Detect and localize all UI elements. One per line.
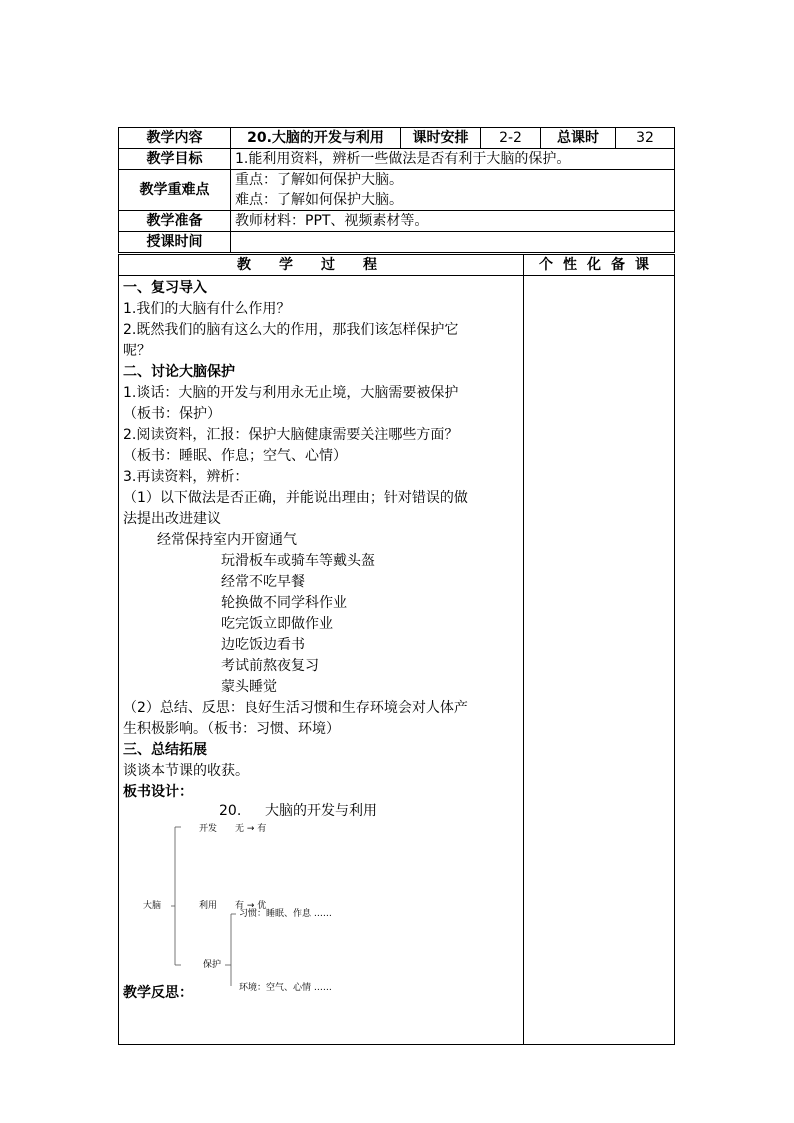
process-line: 2.阅读资料，汇报：保护大脑健康需要关注哪些方面？ bbox=[123, 427, 459, 443]
process-line: 生积极影响。（板书：习惯、环境） bbox=[123, 721, 340, 737]
practice-item: 考试前熬夜复习 bbox=[221, 658, 319, 674]
process-line: 3.再读资料，辨析： bbox=[123, 469, 249, 485]
process-line: 1.谈话：大脑的开发与利用永无止境，大脑需要被保护 bbox=[123, 385, 459, 401]
board-develop-value: 无 → 有 bbox=[235, 824, 267, 834]
content-value: 20.大脑的开发与利用 bbox=[231, 128, 401, 149]
practice-item: 玩滑板车或骑车等戴头盔 bbox=[221, 553, 375, 569]
section-discussion: 二、讨论大脑保护 bbox=[123, 364, 235, 380]
board-use: 利用 bbox=[199, 901, 218, 911]
goal-label: 教学目标 bbox=[119, 149, 231, 170]
process-line: 1.我们的大脑有什么作用？ bbox=[123, 301, 291, 317]
total-value: 32 bbox=[616, 128, 675, 149]
practice-item: 蒙头睡觉 bbox=[221, 679, 277, 695]
board-root: 大脑 bbox=[143, 901, 162, 911]
schedule-value: 2-2 bbox=[481, 128, 541, 149]
lesson-info-table bbox=[118, 127, 675, 253]
process-line: （板书：保护） bbox=[123, 406, 221, 422]
difficult-point: 难点：了解如何保护大脑。 bbox=[235, 192, 403, 208]
time-label: 授课时间 bbox=[119, 232, 231, 253]
process-body bbox=[119, 276, 523, 1044]
board-use-value: 有 → 优 bbox=[235, 901, 267, 911]
process-line: 法提出改进建议 bbox=[123, 511, 221, 527]
process-line: 呢？ bbox=[123, 343, 151, 359]
board-develop: 开发 bbox=[199, 824, 218, 834]
section-summary: 三、总结拓展 bbox=[123, 742, 207, 758]
personal-heading: 个性化备课 bbox=[524, 255, 675, 276]
process-table bbox=[118, 254, 675, 1045]
reflection-label: 教学反思： bbox=[123, 985, 193, 1001]
practice-item: 边吃饭边看书 bbox=[221, 637, 305, 653]
board-habit: 习惯：睡眠、作息 …… bbox=[239, 909, 332, 919]
key-point: 重点：了解如何保护大脑。 bbox=[235, 172, 403, 188]
process-line: 谈谈本节课的收获。 bbox=[123, 763, 249, 779]
board-design-label: 板书设计： bbox=[123, 784, 193, 800]
total-label: 总课时 bbox=[541, 128, 616, 149]
practice-item: 经常不吃早餐 bbox=[221, 574, 305, 590]
time-value bbox=[231, 232, 675, 253]
practice-item: 吃完饭立即做作业 bbox=[221, 616, 333, 632]
board-environment: 环境：空气、心情 …… bbox=[239, 983, 332, 993]
board-title-text: 大脑的开发与利用 bbox=[265, 803, 377, 819]
practice-item: 轮换做不同学科作业 bbox=[221, 595, 347, 611]
prep-value: 教师材料：PPT、视频素材等。 bbox=[231, 211, 675, 232]
personal-notes-cell bbox=[524, 276, 675, 1045]
board-bracket-lines bbox=[119, 816, 523, 986]
process-line: 2.既然我们的脑有这么大的作用，那我们该怎样保护它 bbox=[123, 322, 459, 338]
board-title-number: 20. bbox=[219, 803, 242, 819]
board-protect: 保护 bbox=[203, 960, 222, 970]
process-line: （1）以下做法是否正确，并能说出理由；针对错误的做 bbox=[123, 490, 468, 506]
prep-label: 教学准备 bbox=[119, 211, 231, 232]
process-heading: 教学过程 bbox=[119, 255, 524, 276]
key-difficult-cell bbox=[231, 170, 675, 211]
process-line: （2）总结、反思：良好生活习惯和生存环境会对人体产 bbox=[123, 700, 468, 716]
content-label: 教学内容 bbox=[119, 128, 231, 149]
practice-item: 经常保持室内开窗通气 bbox=[157, 532, 297, 548]
section-review: 一、复习导入 bbox=[123, 280, 207, 296]
goal-value: 1.能利用资料，辨析一些做法是否有利于大脑的保护。 bbox=[231, 149, 675, 170]
key-label: 教学重难点 bbox=[119, 170, 231, 211]
schedule-label: 课时安排 bbox=[401, 128, 481, 149]
process-line: （板书：睡眠、作息；空气、心情） bbox=[123, 448, 347, 464]
process-body-cell bbox=[119, 276, 524, 1045]
